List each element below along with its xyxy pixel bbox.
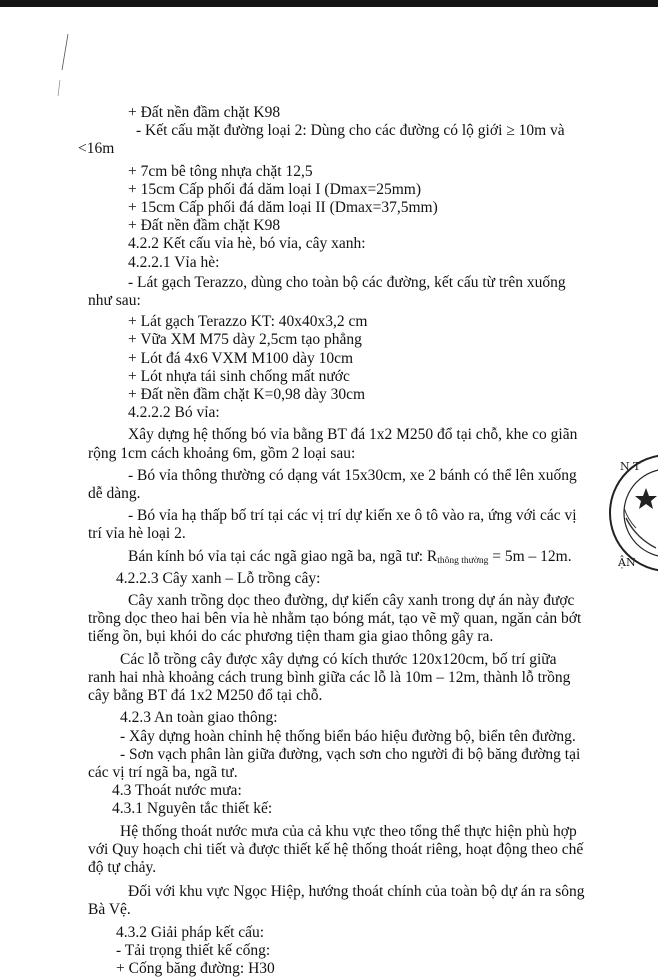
text-line: Đối với khu vực Ngọc Hiệp, hướng thoát chính của toàn bộ dự án ra sông: [128, 883, 585, 901]
text-line: các vị trí ngã ba, ngã tư.: [88, 763, 238, 781]
svg-text:ẬN: ẬN: [618, 556, 636, 569]
document-page: [78, 104, 608, 978]
section-heading: 4.3 Thoát nước mưa:: [112, 782, 242, 800]
text-line: với Quy hoạch chi tiết và được thiết kế hệ thống thoát riêng, hoạt động theo chế: [88, 840, 584, 858]
text-line: cây bằng BT đá 1x2 M250 đổ tại chỗ.: [88, 687, 323, 705]
radius-subscript: thông thường: [437, 555, 489, 566]
text-line: ranh hai nhà khoảng cách trung bình giữa các lỗ là 10m – 12m, thành lỗ trồng: [88, 668, 571, 686]
text-line: + 15cm Cấp phối đá dăm loại I (Dmax=25mm): [128, 180, 421, 198]
text-line: độ tự chảy.: [88, 858, 157, 876]
text-line: - Lát gạch Terazzo, dùng cho toàn bộ các đường, kết cấu từ trên xuống: [128, 273, 566, 291]
text-line: + Lát gạch Terazzo KT: 40x40x3,2 cm: [128, 313, 368, 331]
radius-value: = 5m – 12m.: [488, 547, 572, 565]
text-line: như sau:: [88, 292, 141, 310]
svg-text:N T: N T: [620, 460, 641, 473]
text-line: Bà Vệ.: [88, 901, 131, 919]
text-line: + Vữa XM M75 dày 2,5cm tạo phẳng: [128, 331, 362, 349]
text-line: - Bó vỉa hạ thấp bố trí tại các vị trí dự kiến xe ô tô vào ra, ứng với các vị: [128, 507, 577, 525]
text-line: + Đất nền đầm chặt K98: [128, 217, 281, 235]
text-line: dễ dàng.: [88, 485, 141, 503]
section-heading: 4.2.2 Kết cấu vỉa hè, bó vỉa, cây xanh:: [128, 235, 366, 253]
text-line: + Lót đá 4x6 VXM M100 dày 10cm: [128, 349, 354, 367]
text-line: + Lót nhựa tái sinh chống mất nước: [128, 367, 350, 385]
text-line: - Bó vỉa thông thường có dạng vát 15x30cm, xe 2 bánh có thể lên xuống: [128, 466, 577, 484]
text-line: Cây xanh trồng dọc theo đường, dự kiến cây xanh trong dự án này được: [128, 592, 575, 610]
scan-marks: [40, 30, 80, 110]
text-line: tiếng ồn, bụi khói do các phương tiện tham gia giao thông gây ra.: [88, 628, 494, 646]
text-line: + 7cm bê tông nhựa chặt 12,5: [128, 162, 313, 180]
text-line: trí vỉa hè loại 2.: [88, 525, 186, 543]
text-line: trồng dọc theo hai bên vỉa hè nhằm tạo bóng mát, tạo vẽ mỹ quan, ngăn cản bớt: [88, 610, 582, 628]
text-line: - Sơn vạch phân làn giữa đường, vạch sơn cho người đi bộ băng đường tại: [120, 745, 581, 763]
section-heading: 4.2.3 An toàn giao thông:: [120, 709, 278, 727]
section-heading: 4.3.2 Giải pháp kết cấu:: [116, 923, 265, 941]
text-line: - Tải trọng thiết kế cống:: [116, 941, 271, 959]
text-line: + 15cm Cấp phối đá dăm loại II (Dmax=37,5mm): [128, 199, 438, 217]
text-line: rộng 1cm cách khoảng 6m, gồm 2 loại sau:: [88, 444, 356, 462]
text-line: Xây dựng hệ thống bó vỉa bằng BT đá 1x2 M250 đổ tại chỗ, khe co giãn: [128, 426, 578, 444]
text-line: Hệ thống thoát nước mưa của cả khu vực theo tổng thể thực hiện phù hợp: [120, 822, 577, 840]
text-line: + Đất nền đầm chặt K=0,98 dày 30cm: [128, 386, 366, 404]
official-seal-stamp: [606, 448, 658, 578]
text-line: [88, 548, 608, 570]
scan-top-border: [0, 0, 658, 7]
text-line: Các lỗ trồng cây được xây dựng có kích thước 120x120cm, bố trí giữa: [120, 650, 557, 668]
text-line: + Cống băng đường: H30: [116, 959, 275, 977]
text-line: + Đất nền đầm chặt K98: [128, 104, 281, 121]
section-heading: 4.3.1 Nguyên tắc thiết kế:: [112, 800, 273, 818]
section-heading: 4.2.2.1 Vỉa hè:: [128, 253, 220, 271]
section-heading: 4.2.2.2 Bó vỉa:: [128, 404, 220, 422]
section-heading: 4.2.2.3 Cây xanh – Lỗ trồng cây:: [116, 569, 321, 587]
radius-text: Bán kính bó vỉa tại các ngã giao ngã ba, ngã tư: R: [128, 547, 438, 565]
text-line: - Xây dựng hoàn chỉnh hệ thống biển báo hiệu đường bộ, biển tên đường.: [120, 727, 576, 745]
text-line: <16m: [78, 140, 115, 158]
text-line: - Kết cấu mặt đường loại 2: Dùng cho các đường có lộ giới ≥ 10m và: [136, 122, 565, 140]
